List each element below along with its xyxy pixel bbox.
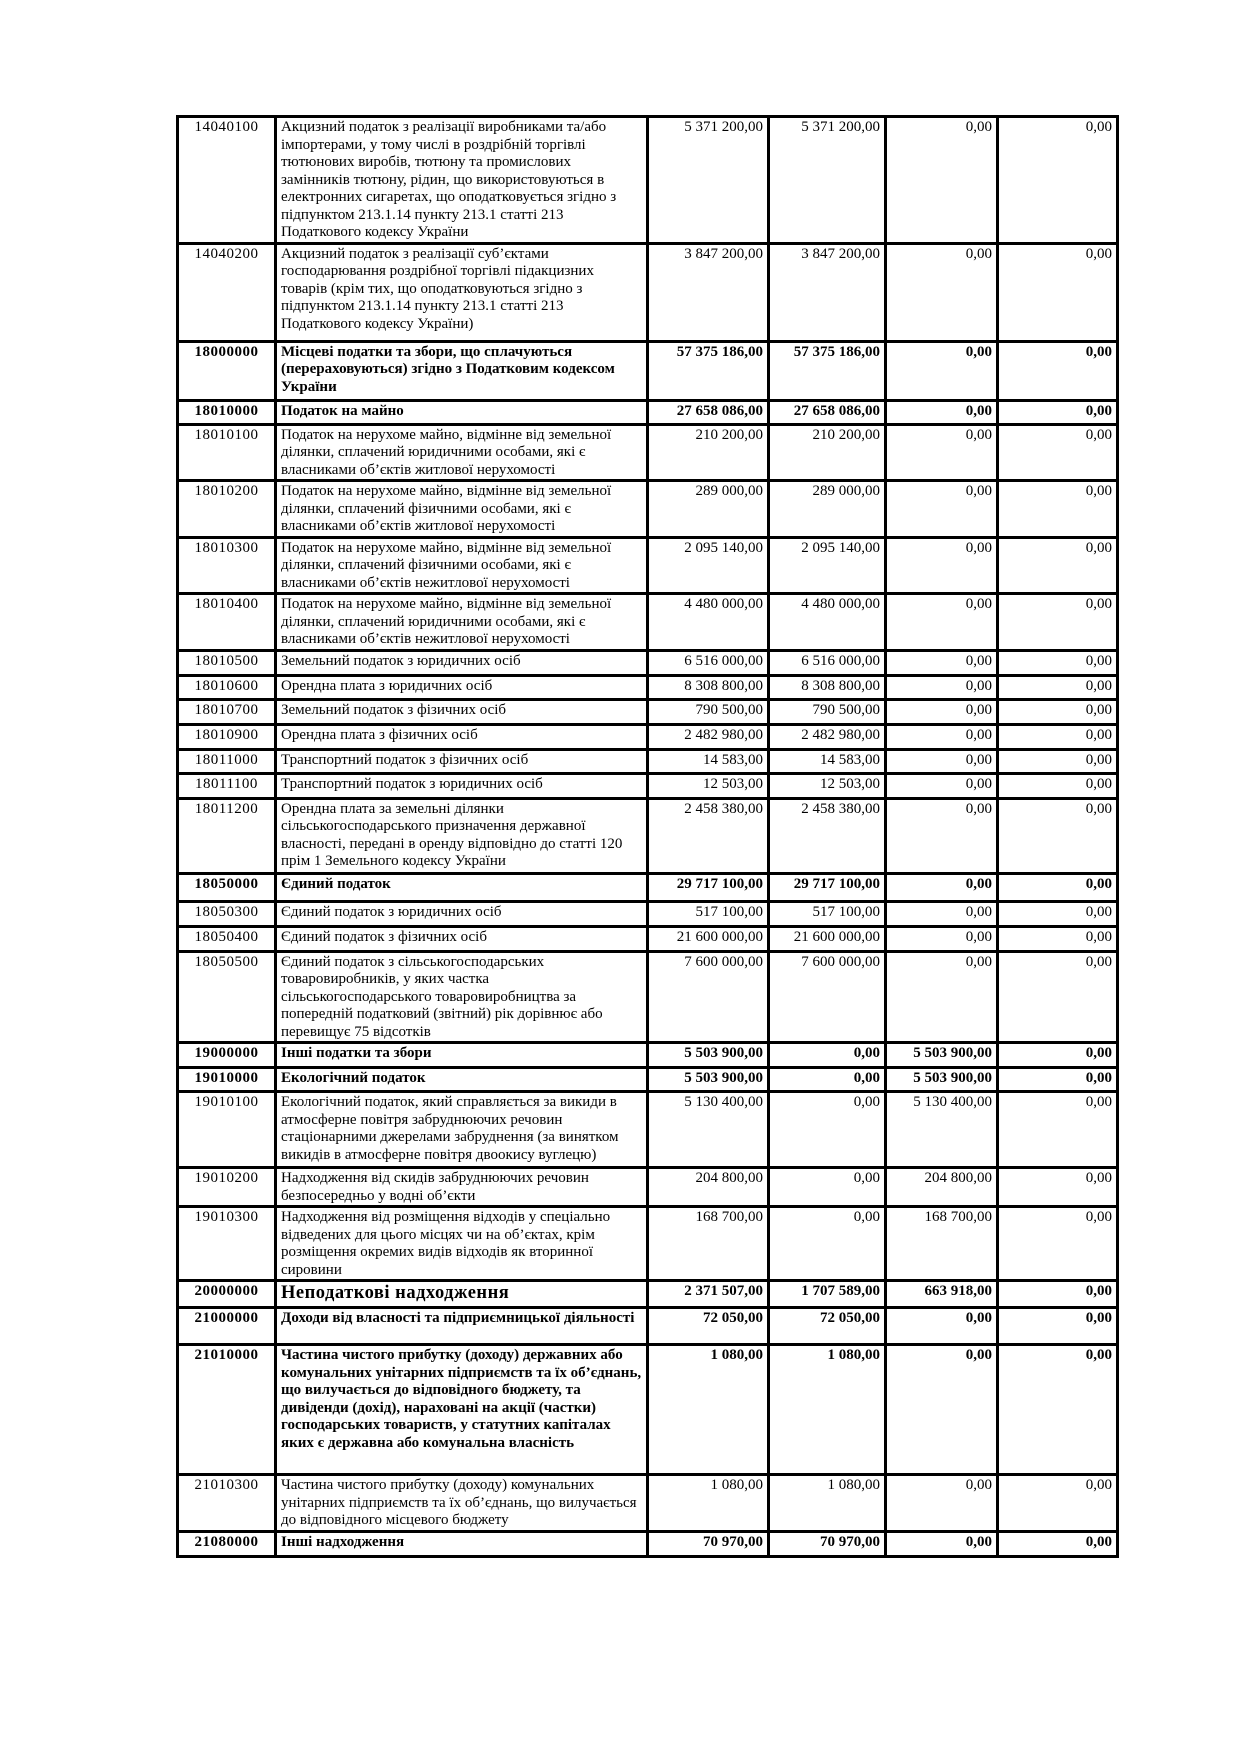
row-value: 0,00 [769, 1043, 886, 1068]
row-value: 0,00 [998, 1207, 1118, 1281]
row-name: Земельний податок з юридичних осіб [276, 650, 648, 675]
row-name: Частина чистого прибутку (доходу) державних або комунальних унітарних підприємств та їх об’єднань, що вилучається до відповідного бюджету, та дивіденди (дохід), нараховані на акції (частки) господарських товариств, у статутних капіталах яких є державна або комунальна власність [276, 1345, 648, 1475]
row-value: 0,00 [998, 873, 1118, 901]
row-value: 0,00 [886, 699, 998, 724]
row-value: 0,00 [886, 594, 998, 651]
row-value: 14 583,00 [769, 749, 886, 773]
row-code: 18011100 [178, 773, 276, 798]
row-name: Податок на нерухоме майно, відмінне від земельної ділянки, сплачений юридичними особами, які є власниками об’єктів житлової нерухомості [276, 424, 648, 481]
row-value: 1 707 589,00 [769, 1281, 886, 1308]
row-value: 790 500,00 [769, 699, 886, 724]
row-value: 57 375 186,00 [769, 341, 886, 400]
row-value: 0,00 [998, 341, 1118, 400]
row-value: 1 080,00 [648, 1475, 769, 1532]
row-value: 0,00 [886, 926, 998, 951]
row-value: 5 130 400,00 [886, 1092, 998, 1168]
row-value: 0,00 [886, 675, 998, 699]
row-value: 5 503 900,00 [886, 1043, 998, 1068]
table-row [178, 675, 1118, 699]
row-code: 21080000 [178, 1531, 276, 1556]
table-row [178, 1068, 1118, 1092]
row-code: 18010000 [178, 400, 276, 424]
row-value: 2 482 980,00 [769, 724, 886, 749]
table-row [178, 1308, 1118, 1345]
table-row [178, 1168, 1118, 1207]
row-value: 6 516 000,00 [648, 650, 769, 675]
row-value: 4 480 000,00 [648, 594, 769, 651]
row-value: 0,00 [886, 724, 998, 749]
row-code: 19010000 [178, 1068, 276, 1092]
row-value: 204 800,00 [886, 1168, 998, 1207]
row-value: 0,00 [769, 1168, 886, 1207]
row-name: Податок на майно [276, 400, 648, 424]
row-name: Доходи від власності та підприємницької діяльності [276, 1308, 648, 1345]
row-value: 5 503 900,00 [886, 1068, 998, 1092]
row-value: 0,00 [998, 481, 1118, 538]
row-value: 2 095 140,00 [648, 537, 769, 594]
row-value: 0,00 [998, 1345, 1118, 1475]
row-value: 0,00 [886, 798, 998, 873]
row-name: Акцизний податок з реалізації виробниками та/або імпортерами, у тому числі в роздрібній торгівлі тютюнових виробів, тютюну та промислових замінників тютюну, рідин, що використовуються в електронних сигаретах, що оподатковується згідно з підпунктом 213.1.14 пункту 213.1 статті 213 Податкового кодексу України [276, 117, 648, 244]
row-code: 18010600 [178, 675, 276, 699]
row-value: 70 970,00 [769, 1531, 886, 1556]
row-code: 21010300 [178, 1475, 276, 1532]
row-code: 19000000 [178, 1043, 276, 1068]
row-name: Податок на нерухоме майно, відмінне від земельної ділянки, сплачений фізичними особами, які є власниками об’єктів житлової нерухомості [276, 481, 648, 538]
row-name: Орендна плата з фізичних осіб [276, 724, 648, 749]
row-value: 5 503 900,00 [648, 1068, 769, 1092]
row-name: Інші надходження [276, 1531, 648, 1556]
row-value: 0,00 [998, 1531, 1118, 1556]
row-value: 3 847 200,00 [648, 243, 769, 341]
row-value: 0,00 [886, 537, 998, 594]
row-value: 3 847 200,00 [769, 243, 886, 341]
row-value: 0,00 [769, 1068, 886, 1092]
row-value: 57 375 186,00 [648, 341, 769, 400]
row-value: 0,00 [886, 1475, 998, 1532]
row-value: 204 800,00 [648, 1168, 769, 1207]
row-value: 8 308 800,00 [769, 675, 886, 699]
table-row [178, 1531, 1118, 1556]
row-code: 18050300 [178, 901, 276, 926]
table-row [178, 749, 1118, 773]
row-name: Місцеві податки та збори, що сплачуються (перераховуються) згідно з Податковим кодексом України [276, 341, 648, 400]
row-value: 70 970,00 [648, 1531, 769, 1556]
table-row [178, 1475, 1118, 1532]
row-value: 0,00 [998, 1043, 1118, 1068]
row-value: 0,00 [886, 901, 998, 926]
row-value: 0,00 [886, 650, 998, 675]
row-value: 0,00 [998, 901, 1118, 926]
row-code: 18050400 [178, 926, 276, 951]
row-value: 4 480 000,00 [769, 594, 886, 651]
row-code: 19010300 [178, 1207, 276, 1281]
row-value: 8 308 800,00 [648, 675, 769, 699]
row-code: 14040100 [178, 117, 276, 244]
row-value: 0,00 [886, 243, 998, 341]
row-value: 1 080,00 [648, 1345, 769, 1475]
table-row [178, 873, 1118, 901]
row-name: Транспортний податок з юридичних осіб [276, 773, 648, 798]
row-value: 0,00 [886, 951, 998, 1043]
row-code: 18050500 [178, 951, 276, 1043]
row-value: 1 080,00 [769, 1475, 886, 1532]
row-value: 168 700,00 [648, 1207, 769, 1281]
row-value: 0,00 [886, 341, 998, 400]
row-name: Транспортний податок з фізичних осіб [276, 749, 648, 773]
row-value: 0,00 [998, 243, 1118, 341]
row-code: 18010700 [178, 699, 276, 724]
row-value: 0,00 [769, 1092, 886, 1168]
row-name: Податок на нерухоме майно, відмінне від земельної ділянки, сплачений фізичними особами, які є власниками об’єктів нежитлової нерухомості [276, 537, 648, 594]
table-row [178, 724, 1118, 749]
table-row [178, 400, 1118, 424]
table-row [178, 1043, 1118, 1068]
row-value: 517 100,00 [769, 901, 886, 926]
row-value: 2 458 380,00 [769, 798, 886, 873]
row-value: 168 700,00 [886, 1207, 998, 1281]
row-value: 7 600 000,00 [648, 951, 769, 1043]
row-value: 0,00 [886, 481, 998, 538]
row-code: 14040200 [178, 243, 276, 341]
row-value: 5 371 200,00 [769, 117, 886, 244]
row-value: 29 717 100,00 [769, 873, 886, 901]
row-value: 0,00 [998, 594, 1118, 651]
row-value: 0,00 [998, 400, 1118, 424]
row-code: 18011200 [178, 798, 276, 873]
row-value: 0,00 [886, 1308, 998, 1345]
row-code: 21000000 [178, 1308, 276, 1345]
row-value: 0,00 [886, 749, 998, 773]
row-name: Орендна плата з юридичних осіб [276, 675, 648, 699]
row-code: 20000000 [178, 1281, 276, 1308]
row-code: 18010500 [178, 650, 276, 675]
row-value: 289 000,00 [648, 481, 769, 538]
row-value: 289 000,00 [769, 481, 886, 538]
table-row [178, 951, 1118, 1043]
row-value: 72 050,00 [769, 1308, 886, 1345]
row-value: 0,00 [998, 1281, 1118, 1308]
row-code: 18010300 [178, 537, 276, 594]
row-name: Частина чистого прибутку (доходу) комунальних унітарних підприємств та їх об’єднань, що вилучається до відповідного місцевого бюджету [276, 1475, 648, 1532]
row-name: Земельний податок з фізичних осіб [276, 699, 648, 724]
row-name: Єдиний податок з юридичних осіб [276, 901, 648, 926]
row-value: 0,00 [886, 1531, 998, 1556]
table-row [178, 341, 1118, 400]
table-row [178, 424, 1118, 481]
row-value: 0,00 [998, 675, 1118, 699]
row-value: 0,00 [998, 951, 1118, 1043]
table-row [178, 594, 1118, 651]
row-name: Податок на нерухоме майно, відмінне від земельної ділянки, сплачений юридичними особами, які є власниками об’єктів нежитлової нерухомості [276, 594, 648, 651]
table-row [178, 798, 1118, 873]
row-code: 19010100 [178, 1092, 276, 1168]
row-value: 1 080,00 [769, 1345, 886, 1475]
row-value: 517 100,00 [648, 901, 769, 926]
row-value: 12 503,00 [648, 773, 769, 798]
row-value: 0,00 [998, 1068, 1118, 1092]
budget-revenue-table [176, 115, 1119, 1558]
row-name: Екологічний податок, який справляється за викиди в атмосферне повітря забруднюючих речовин стаціонарними джерелами забруднення (за винятком викидів в атмосферне повітря двоокису вуглецю) [276, 1092, 648, 1168]
row-value: 0,00 [998, 424, 1118, 481]
row-value: 0,00 [998, 749, 1118, 773]
row-value: 0,00 [886, 117, 998, 244]
row-value: 663 918,00 [886, 1281, 998, 1308]
row-value: 14 583,00 [648, 749, 769, 773]
row-code: 18011000 [178, 749, 276, 773]
row-value: 5 130 400,00 [648, 1092, 769, 1168]
row-code: 18000000 [178, 341, 276, 400]
table-row [178, 481, 1118, 538]
row-value: 0,00 [886, 1345, 998, 1475]
row-value: 5 503 900,00 [648, 1043, 769, 1068]
table-row [178, 537, 1118, 594]
row-value: 0,00 [886, 773, 998, 798]
table-row [178, 773, 1118, 798]
row-value: 0,00 [998, 724, 1118, 749]
row-value: 0,00 [886, 424, 998, 481]
row-name: Єдиний податок з сільськогосподарських товаровиробників, у яких частка сільськогосподарського товаровиробництва за попередній податковий (звітний) рік дорівнює або перевищує 75 відсотків [276, 951, 648, 1043]
row-code: 18010900 [178, 724, 276, 749]
row-value: 2 482 980,00 [648, 724, 769, 749]
row-value: 72 050,00 [648, 1308, 769, 1345]
row-code: 19010200 [178, 1168, 276, 1207]
row-value: 0,00 [886, 873, 998, 901]
row-name: Неподаткові надходження [276, 1281, 648, 1308]
row-value: 2 371 507,00 [648, 1281, 769, 1308]
row-value: 0,00 [998, 537, 1118, 594]
row-code: 18010400 [178, 594, 276, 651]
table-row [178, 1281, 1118, 1308]
row-value: 21 600 000,00 [769, 926, 886, 951]
row-value: 0,00 [998, 926, 1118, 951]
row-value: 6 516 000,00 [769, 650, 886, 675]
table-row [178, 650, 1118, 675]
table-row [178, 1345, 1118, 1475]
row-name: Екологічний податок [276, 1068, 648, 1092]
row-name: Єдиний податок [276, 873, 648, 901]
row-value: 2 095 140,00 [769, 537, 886, 594]
row-value: 29 717 100,00 [648, 873, 769, 901]
row-value: 0,00 [769, 1207, 886, 1281]
row-code: 21010000 [178, 1345, 276, 1475]
row-value: 0,00 [886, 400, 998, 424]
table-row [178, 1207, 1118, 1281]
row-value: 27 658 086,00 [769, 400, 886, 424]
row-value: 210 200,00 [769, 424, 886, 481]
row-name: Інші податки та збори [276, 1043, 648, 1068]
row-value: 2 458 380,00 [648, 798, 769, 873]
table-row [178, 901, 1118, 926]
table-row [178, 1092, 1118, 1168]
row-value: 0,00 [998, 117, 1118, 244]
row-value: 0,00 [998, 1168, 1118, 1207]
table-body [178, 117, 1118, 1557]
row-name: Єдиний податок з фізичних осіб [276, 926, 648, 951]
row-value: 0,00 [998, 773, 1118, 798]
row-name: Надходження від розміщення відходів у спеціально відведених для цього місцях чи на об’єктах, крім розміщення окремих видів відходів як вторинної сировини [276, 1207, 648, 1281]
row-value: 0,00 [998, 798, 1118, 873]
row-value: 5 371 200,00 [648, 117, 769, 244]
table-row [178, 699, 1118, 724]
row-name: Акцизний податок з реалізації суб’єктами господарювання роздрібної торгівлі підакцизних товарів (крім тих, що оподатковуються згідно з підпунктом 213.1.14 пункту 213.1 статті 213 Податкового кодексу України) [276, 243, 648, 341]
row-code: 18010100 [178, 424, 276, 481]
row-value: 27 658 086,00 [648, 400, 769, 424]
row-value: 0,00 [998, 650, 1118, 675]
row-value: 210 200,00 [648, 424, 769, 481]
row-value: 0,00 [998, 1475, 1118, 1532]
row-value: 0,00 [998, 699, 1118, 724]
row-value: 0,00 [998, 1092, 1118, 1168]
row-value: 12 503,00 [769, 773, 886, 798]
row-value: 7 600 000,00 [769, 951, 886, 1043]
row-value: 790 500,00 [648, 699, 769, 724]
row-code: 18050000 [178, 873, 276, 901]
table-row [178, 243, 1118, 341]
table-row [178, 117, 1118, 244]
row-name: Орендна плата за земельні ділянки сільськогосподарського призначення державної власності, передані в оренду відповідно до статті 120 прім 1 Земельного кодексу України [276, 798, 648, 873]
row-code: 18010200 [178, 481, 276, 538]
row-name: Надходження від скидів забруднюючих речовин безпосередньо у водні об’єкти [276, 1168, 648, 1207]
row-value: 0,00 [998, 1308, 1118, 1345]
table-row [178, 926, 1118, 951]
row-value: 21 600 000,00 [648, 926, 769, 951]
